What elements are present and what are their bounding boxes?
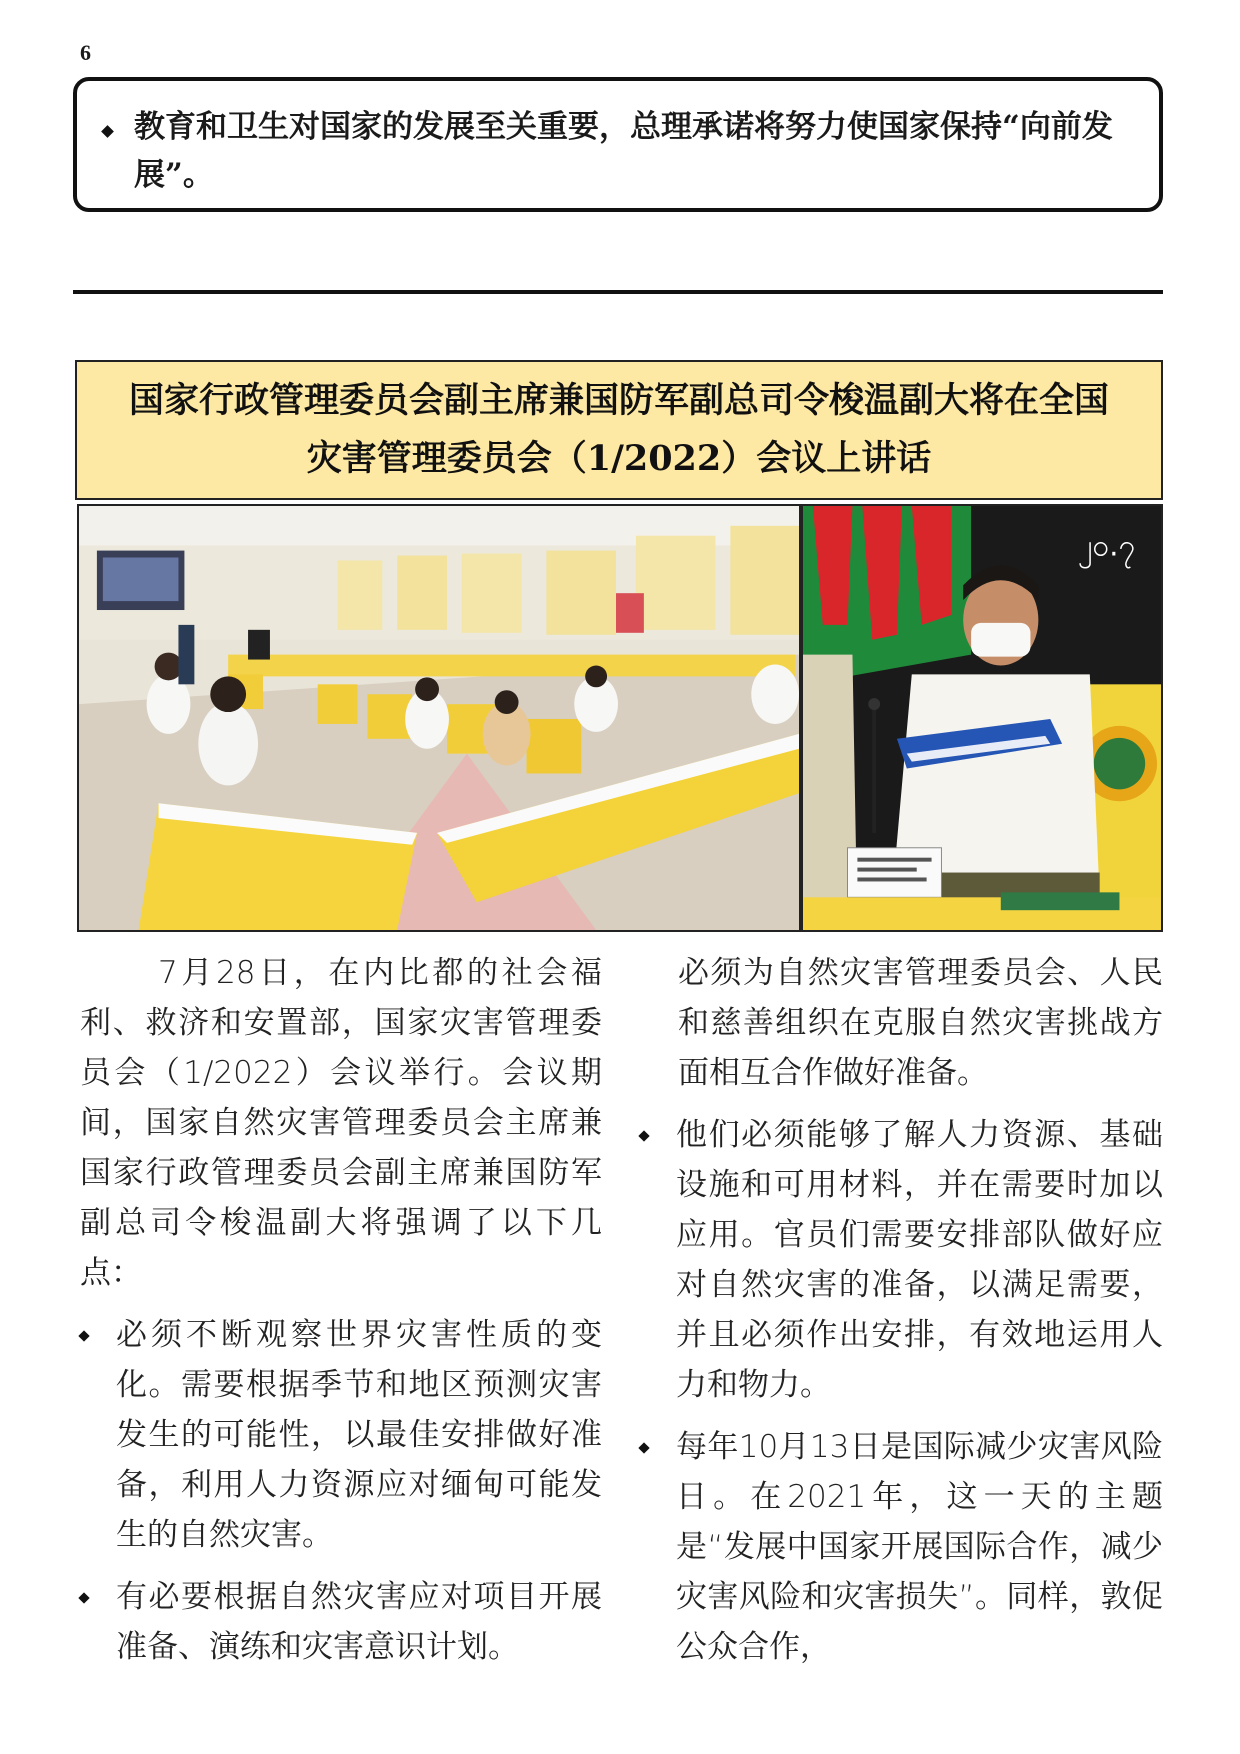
- speaker-photo: [801, 504, 1163, 932]
- article-left-column: [80, 948, 602, 1672]
- list-item: [80, 1572, 602, 1672]
- headline-line-1: 国家行政管理委员会副主席兼国防军副总司令梭温副大将在全国: [128, 380, 1109, 421]
- list-item: [640, 1422, 1163, 1672]
- diamond-bullet-icon: [78, 1330, 89, 1341]
- highlight-text: 教育和卫生对国家的发展至关重要，总理承诺将努力使国家保持“向前发展”。: [134, 109, 1113, 193]
- list-item-text: 他们必须能够了解人力资源、基础设施和可用材料，并在需要时加以应用。官员们需要安排部队做好应对自然灾害的准备，以满足需要，并且必须作出安排，有效地运用人力和物力。: [676, 1117, 1163, 1403]
- list-item: [640, 1110, 1163, 1410]
- diamond-bullet-icon: [78, 1592, 89, 1603]
- highlight-box: [73, 77, 1163, 212]
- highlight-bullet: [103, 103, 1135, 199]
- headline-line-2: 灾害管理委员会（1/2022）会议上讲话: [306, 438, 932, 479]
- article-intro: 7月28日，在内比都的社会福利、救济和安置部，国家灾害管理委员会（1/2022）会议举行。会议期间，国家自然灾害管理委员会主席兼国家行政管理委员会副主席兼国防军副总司令梭温副大将强调了以下几点：: [80, 955, 602, 1291]
- list-item: [80, 1310, 602, 1560]
- list-item-text: 必须不断观察世界灾害性质的变化。需要根据季节和地区预测灾害发生的可能性，以最佳安排做好准备，利用人力资源应对缅甸可能发生的自然灾害。: [116, 1317, 602, 1553]
- meeting-hall-photo: [77, 504, 801, 932]
- list-item-text: 有必要根据自然灾害应对项目开展准备、演练和灾害意识计划。: [116, 1579, 602, 1665]
- page-number: 6: [80, 40, 91, 65]
- continued-text: 必须为自然灾害管理委员会、人民和慈善组织在克服自然灾害挑战方面相互合作做好准备。: [678, 955, 1163, 1091]
- section-divider: [73, 290, 1163, 294]
- diamond-bullet-icon: [638, 1130, 649, 1141]
- article-right-column: [640, 948, 1163, 1672]
- diamond-bullet-icon: [101, 125, 114, 138]
- list-item-text: 每年10月13日是国际减少灾害风险日。在2021年，这一天的主题是“发展中国家开展国际合作，减少灾害风险和灾害损失”。同样，敦促公众合作，: [676, 1429, 1163, 1665]
- article-headline: [75, 360, 1163, 500]
- diamond-bullet-icon: [638, 1442, 649, 1453]
- photo-corner-text: ၂၀.၇: [1077, 528, 1136, 564]
